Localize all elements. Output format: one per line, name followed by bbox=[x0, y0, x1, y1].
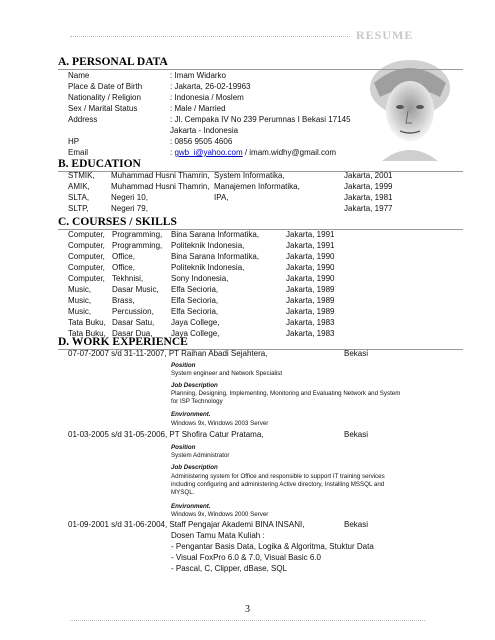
edu-major: System Informatika, bbox=[214, 171, 285, 180]
field-label: Sex / Marital Status bbox=[68, 104, 138, 113]
course-topic: Tekhnisi, bbox=[112, 274, 144, 283]
course-institution: Politeknik Indonesia, bbox=[171, 241, 245, 250]
position-label: Position bbox=[171, 362, 196, 369]
course-field: Music, bbox=[68, 307, 92, 316]
course-institution: Elfa Secioria, bbox=[171, 307, 219, 316]
footer-rule bbox=[70, 620, 425, 621]
environment-label: Environment. bbox=[171, 503, 211, 510]
edu-place-year: Jakarta, 2001 bbox=[344, 171, 393, 180]
course-place-year: Jakarta, 1983 bbox=[286, 318, 335, 327]
course-institution: Jaya College, bbox=[171, 329, 220, 338]
edu-institution: Muhammad Husni Thamrin, bbox=[111, 171, 210, 180]
section-rule bbox=[58, 69, 463, 70]
jobdesc-text: for ISP Technology bbox=[171, 398, 223, 405]
course-field: Tata Buku, bbox=[68, 318, 106, 327]
course-place-year: Jakarta, 1991 bbox=[286, 230, 335, 239]
email-link[interactable]: gwb_i@yahoo.com bbox=[174, 148, 243, 157]
field-value: : Jakarta, 26-02-19963 bbox=[170, 82, 251, 91]
job-period: 07-07-2007 s/d 31-11-2007, PT Raihan Abadi Sejahtera, bbox=[68, 349, 268, 358]
course-place-year: Jakarta, 1991 bbox=[286, 241, 335, 250]
edu-place-year: Jakarta, 1999 bbox=[344, 182, 393, 191]
field-label: Address bbox=[68, 115, 98, 124]
job-detail-line: - Pengantar Basis Data, Logika & Algoritma, Stuktur Data bbox=[171, 542, 374, 551]
course-topic: Brass, bbox=[112, 296, 135, 305]
field-label: Nationality / Religion bbox=[68, 93, 141, 102]
course-field: Computer, bbox=[68, 230, 105, 239]
course-topic: Office, bbox=[112, 263, 135, 272]
jobdesc-label: Job Description bbox=[171, 464, 218, 471]
course-topic: Dasar Dua, bbox=[112, 329, 153, 338]
course-place-year: Jakarta, 1990 bbox=[286, 252, 335, 261]
course-field: Music, bbox=[68, 285, 92, 294]
field-value: : 0856 9505 4606 bbox=[170, 137, 233, 146]
course-place-year: Jakarta, 1990 bbox=[286, 274, 335, 283]
job-city: Bekasi bbox=[344, 349, 369, 358]
environment-value: Windows 9x, Windows 2003 Server bbox=[171, 420, 269, 427]
position-value: System engineer and Network Specialist bbox=[171, 370, 283, 377]
edu-place-year: Jakarta, 1977 bbox=[344, 204, 393, 213]
job-city: Bekasi bbox=[344, 430, 369, 439]
education-heading: B. EDUCATION bbox=[58, 158, 141, 170]
edu-school: SLTP, bbox=[68, 204, 89, 213]
course-field: Computer, bbox=[68, 274, 105, 283]
job-detail-line: - Visual FoxPro 6.0 & 7.0, Visual Basic 6.0 bbox=[171, 553, 322, 562]
job-city: Bekasi bbox=[344, 520, 369, 529]
position-label: Position bbox=[171, 444, 196, 451]
course-place-year: Jakarta, 1989 bbox=[286, 307, 335, 316]
course-institution: Jaya College, bbox=[171, 318, 220, 327]
course-topic: Office, bbox=[112, 252, 135, 261]
course-place-year: Jakarta, 1989 bbox=[286, 285, 335, 294]
course-institution: Politeknik Indonesia, bbox=[171, 263, 245, 272]
edu-institution: Negeri 10, bbox=[111, 193, 148, 202]
course-institution: Sony Indonesia, bbox=[171, 274, 229, 283]
course-place-year: Jakarta, 1990 bbox=[286, 263, 335, 272]
course-field: Tata Buku, bbox=[68, 329, 106, 338]
header-rule bbox=[70, 36, 350, 37]
environment-value: Windows 9x, Windows 2000 Server bbox=[171, 511, 269, 518]
edu-school: SLTA, bbox=[68, 193, 90, 202]
course-field: Computer, bbox=[68, 241, 105, 250]
email-colon: : bbox=[170, 148, 175, 157]
course-place-year: Jakarta, 1983 bbox=[286, 329, 335, 338]
field-label: Name bbox=[68, 71, 90, 80]
course-topic: Programming, bbox=[112, 230, 163, 239]
position-value: System Administrator bbox=[171, 452, 230, 459]
course-institution: Bina Sarana Informatika, bbox=[171, 230, 260, 239]
job-detail-line: - Pascal, C, Clipper, dBase, SQL bbox=[171, 564, 288, 573]
jobdesc-text: including configuring and administering Active directory, Installing MSSQL and bbox=[171, 481, 385, 488]
edu-school: STMIK, bbox=[68, 171, 95, 180]
job-period: 01-09-2001 s/d 31-06-2004, Staff Pengajar Akademi BINA INSANI, bbox=[68, 520, 305, 529]
edu-institution: Muhammad Husni Thamrin, bbox=[111, 182, 210, 191]
resume-label: RESUME bbox=[356, 28, 414, 42]
course-field: Computer, bbox=[68, 252, 105, 261]
course-field: Music, bbox=[68, 296, 92, 305]
edu-major: Manajemen Informatika, bbox=[214, 182, 300, 191]
jobdesc-label: Job Description bbox=[171, 382, 218, 389]
work-experience-heading: D. WORK EXPERIENCE bbox=[58, 336, 188, 348]
edu-school: AMIK, bbox=[68, 182, 90, 191]
courses-heading: C. COURSES / SKILLS bbox=[58, 216, 177, 228]
jobdesc-text: Administering system for Office and responsible to support IT training services bbox=[171, 473, 385, 480]
edu-major: IPA, bbox=[214, 193, 229, 202]
field-value: : Indonesia / Moslem bbox=[170, 93, 244, 102]
jobdesc-text: Planning, Designing, Implementing, Monitoring and Evaluating Network and System bbox=[171, 390, 401, 397]
environment-label: Environment. bbox=[171, 411, 211, 418]
job-detail-line: Dosen Tamu Mata Kuliah : bbox=[171, 531, 265, 540]
page-number: 3 bbox=[245, 604, 250, 615]
edu-place-year: Jakarta, 1981 bbox=[344, 193, 393, 202]
course-institution: Bina Sarana Informatika, bbox=[171, 252, 260, 261]
field-value: : Jl. Cempaka IV No 239 Perumnas I Bekasi 17145 bbox=[170, 115, 351, 124]
course-topic: Percussion, bbox=[112, 307, 154, 316]
field-value: : Imam Widarko bbox=[170, 71, 227, 80]
field-value: : Male / Married bbox=[170, 104, 226, 113]
field-label: Email bbox=[68, 148, 89, 157]
edu-institution: Negeri 79, bbox=[111, 204, 148, 213]
field-label: HP bbox=[68, 137, 80, 146]
email-secondary: / imam.widhy@gmail.com bbox=[242, 148, 337, 157]
field-value: Jakarta - Indonesia bbox=[170, 126, 239, 135]
course-place-year: Jakarta, 1989 bbox=[286, 296, 335, 305]
course-topic: Programming, bbox=[112, 241, 163, 250]
course-institution: Elfa Secioria, bbox=[171, 285, 219, 294]
course-field: Computer, bbox=[68, 263, 105, 272]
email-value bbox=[170, 147, 336, 158]
course-topic: Dasar Satu, bbox=[112, 318, 155, 327]
field-label: Place & Date of Birth bbox=[68, 82, 143, 91]
personal-data-heading: A. PERSONAL DATA bbox=[58, 56, 168, 68]
job-period: 01-03-2005 s/d 31-05-2006, PT Shofira Catur Pratama, bbox=[68, 430, 264, 439]
course-institution: Elfa Secioria, bbox=[171, 296, 219, 305]
course-topic: Dasar Music, bbox=[112, 285, 159, 294]
jobdesc-text: MYSQL. bbox=[171, 489, 195, 496]
